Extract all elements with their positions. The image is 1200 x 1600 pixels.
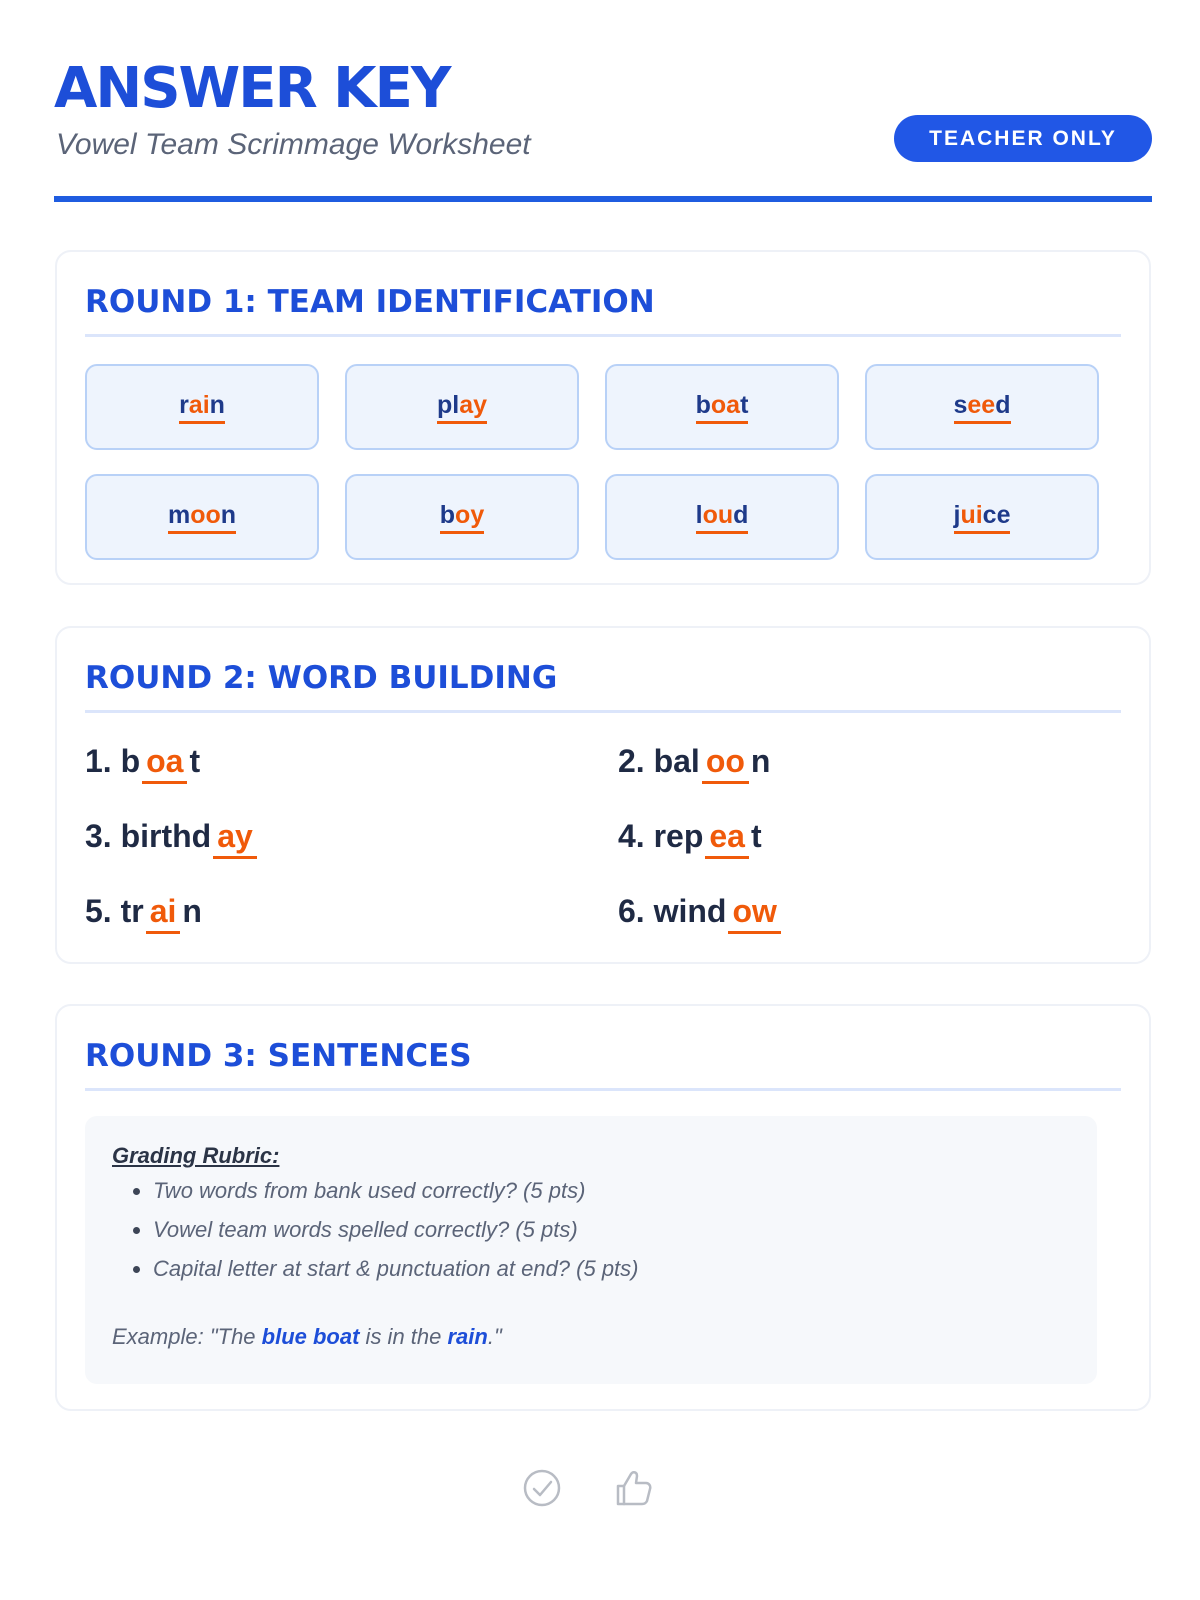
- page-title: ANSWER KEY: [54, 56, 450, 121]
- word-tile: [865, 364, 1099, 450]
- round1-divider: [85, 334, 1121, 337]
- rubric-title: Grading Rubric:: [112, 1143, 280, 1168]
- teacher-only-badge: TEACHER ONLY: [894, 115, 1152, 162]
- vowel-team: oa: [710, 391, 741, 419]
- thumbs-up-icon[interactable]: [612, 1467, 654, 1509]
- vowel-team: oo: [190, 501, 221, 529]
- round1-card: [55, 250, 1151, 585]
- word-text: play: [437, 390, 487, 424]
- answer-blank: ow: [728, 891, 780, 934]
- rubric-item: • Vowel team words spelled correctly? (5 pts): [153, 1210, 639, 1249]
- word-text: loud: [696, 500, 749, 534]
- grading-rubric: [85, 1116, 1097, 1384]
- example-sentence: Example: "The blue boat is in the rain.": [112, 1324, 502, 1349]
- word-text: moon: [168, 500, 236, 534]
- word-tile: [345, 474, 579, 560]
- word-text: juice: [954, 500, 1011, 534]
- round1-heading: ROUND 1: TEAM IDENTIFICATION: [85, 284, 655, 320]
- build-item: 1. b oa t: [85, 740, 200, 784]
- build-item: 3. birthd ay: [85, 815, 259, 859]
- answer-blank: ea: [705, 816, 749, 859]
- vowel-team: ui: [960, 501, 983, 529]
- build-item: 5. tr ai n: [85, 890, 202, 934]
- word-tile: [85, 364, 319, 450]
- word-text: rain: [179, 390, 225, 424]
- answer-blank: ai: [146, 891, 181, 934]
- answer-blank: oo: [702, 741, 749, 784]
- check-circle-icon[interactable]: [521, 1467, 563, 1509]
- word-tile: [605, 474, 839, 560]
- round3-card: [55, 1004, 1151, 1411]
- vowel-team: oy: [455, 501, 485, 529]
- footer-actions: [0, 1467, 1200, 1511]
- word-tile: [85, 474, 319, 560]
- rubric-item: • Capital letter at start & punctuation at end? (5 pts): [153, 1249, 639, 1288]
- word-tile: [865, 474, 1099, 560]
- rubric-list: [113, 1171, 639, 1288]
- build-item: 6. wind ow: [618, 890, 783, 934]
- round2-card: [55, 626, 1151, 964]
- answer-blank: ay: [213, 816, 257, 859]
- word-text: boy: [440, 500, 484, 534]
- vowel-team: ai: [188, 391, 210, 419]
- build-item: 4. rep ea t: [618, 815, 762, 859]
- example-highlight: blue boat: [261, 1324, 360, 1349]
- example-highlight: rain: [447, 1324, 488, 1349]
- vowel-team: ee: [967, 391, 996, 419]
- round2-divider: [85, 710, 1121, 713]
- word-tile: [345, 364, 579, 450]
- build-item: 2. bal oo n: [618, 740, 770, 784]
- round3-heading: ROUND 3: SENTENCES: [85, 1038, 472, 1074]
- word-text: boat: [696, 390, 749, 424]
- vowel-team: ou: [702, 501, 734, 529]
- answer-blank: oa: [142, 741, 187, 784]
- header-divider: [54, 196, 1152, 202]
- round3-divider: [85, 1088, 1121, 1091]
- word-tile: [605, 364, 839, 450]
- vowel-team: ay: [459, 391, 488, 419]
- worksheet-header: [54, 55, 1152, 203]
- rubric-item: • Two words from bank used correctly? (5 pts): [153, 1171, 639, 1210]
- page-subtitle: Vowel Team Scrimmage Worksheet: [56, 128, 531, 161]
- round2-heading: ROUND 2: WORD BUILDING: [85, 660, 558, 696]
- word-text: seed: [954, 390, 1011, 424]
